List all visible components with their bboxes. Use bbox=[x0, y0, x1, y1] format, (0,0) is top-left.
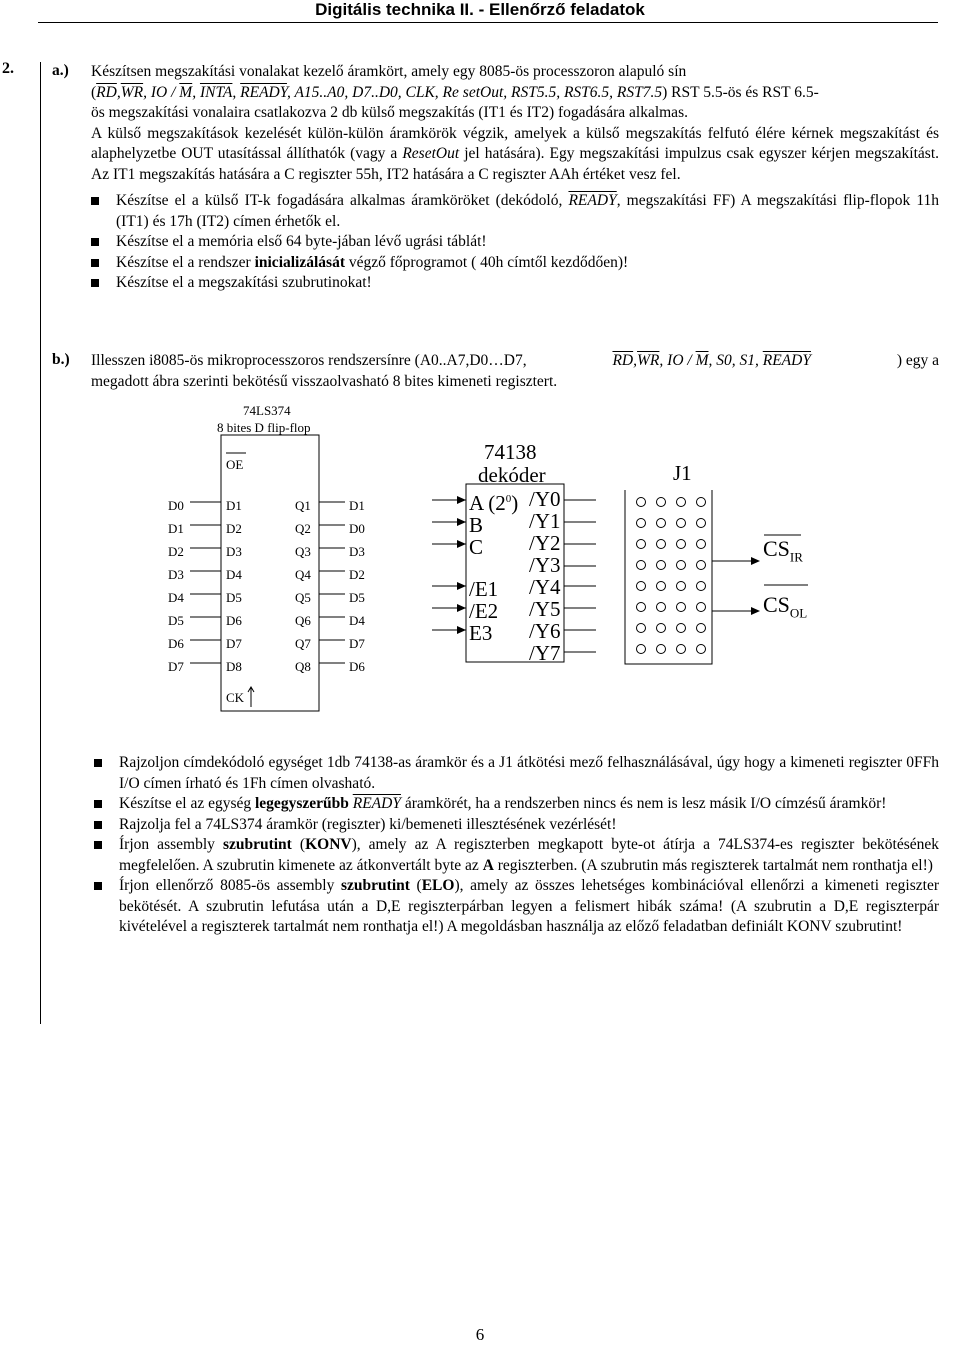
decoder-output: /Y6 bbox=[529, 619, 561, 643]
jumper-pin bbox=[696, 623, 706, 633]
jumper-pin bbox=[636, 560, 646, 570]
decoder-input bbox=[469, 558, 518, 578]
jumper-pin bbox=[636, 518, 646, 528]
jumper-pin bbox=[676, 539, 686, 549]
ff-d-pin: D2 bbox=[226, 521, 242, 536]
part-b-line1: Illesszen i8085-ös mikroprocesszoros rendszersínre (A0..A7,D0…D7, $\overline{RD},\overline{WR}$, IO / $\overline{M}$, S0, S1, READY ) egy a bbox=[91, 352, 939, 369]
jumper-pin bbox=[656, 623, 666, 633]
task-number: 2. bbox=[2, 60, 14, 77]
ff-right-label: D2 bbox=[349, 567, 365, 582]
part-b-tasks bbox=[94, 753, 939, 938]
jumper-pin bbox=[656, 560, 666, 570]
signal-ready: READY bbox=[240, 83, 287, 101]
decoder-inputs bbox=[469, 488, 518, 644]
jumper-pin bbox=[656, 581, 666, 591]
decoder-output: /Y5 bbox=[529, 597, 561, 621]
signal-io: IO bbox=[150, 83, 168, 101]
jumper-pin bbox=[636, 497, 646, 507]
ff-d-pins bbox=[226, 494, 242, 678]
part-b-line2: megadott ábra szerinti bekötésű visszaolvasható 8 bites kimeneti regisztert. bbox=[91, 372, 558, 390]
ff-chip-title: 74LS374 bbox=[243, 403, 291, 418]
signal-m: $\overline{M}$ bbox=[179, 83, 193, 101]
ff-left-label: D2 bbox=[168, 544, 184, 559]
ff-right-label: D1 bbox=[349, 498, 365, 513]
oe-pin: OE bbox=[226, 457, 244, 472]
list-item: Készítse el az egység legegyszerűbb READY áramkörét, ha a rendszerben nincs és nem is lesz másik I/O címzésű áramkör! bbox=[94, 794, 939, 815]
decoder-outputs bbox=[529, 488, 561, 664]
ff-left-label: D7 bbox=[168, 659, 184, 674]
decoder-input: /E2 bbox=[469, 599, 499, 623]
signal-wr: $\overline{WR}$ bbox=[120, 83, 144, 101]
jumper-pin bbox=[696, 560, 706, 570]
list-item: Készítse el a megszakítási szubrutinokat! bbox=[91, 273, 939, 294]
ff-d-pin: D6 bbox=[226, 613, 242, 628]
jumper-pin bbox=[696, 518, 706, 528]
ff-q-pin: Q4 bbox=[295, 567, 311, 582]
jumper-pin bbox=[636, 644, 646, 654]
ff-d-pin: D7 bbox=[226, 636, 242, 651]
list-item: Készítse el a külső IT-k fogadására alkalmas áramköröket (dekódoló, READY, megszakítási FF) A megszakítási flip-flopok 11h (IT1) és 17h (IT2) címen érhetők el. bbox=[91, 191, 939, 232]
jumper-pin bbox=[696, 539, 706, 549]
decoder-output: /Y0 bbox=[529, 487, 561, 511]
ff-left-labels bbox=[168, 494, 184, 678]
part-a-line2: ($\overline{RD},\overline{WR}$, IO / $\overline{M}$, INTA, READY, A15..A0, D7..D0, CLK, Re setOut, RST5.5, RST6.5, RST7.5) RST 5.5-ös és RST 6.5- bbox=[91, 83, 819, 101]
jumper-pin bbox=[676, 518, 686, 528]
decoder-output: /Y4 bbox=[529, 575, 561, 599]
jumper-pin bbox=[696, 602, 706, 612]
part-a-line2-tail: ) RST 5.5-ös és RST 6.5- bbox=[662, 83, 819, 101]
decoder-output: /Y1 bbox=[529, 509, 561, 533]
page-title: Digitális technika II. - Ellenőrző feladatok bbox=[315, 0, 645, 19]
part-a-bullets bbox=[91, 191, 939, 294]
ff-d-pin: D1 bbox=[226, 498, 242, 513]
ff-right-labels bbox=[349, 494, 365, 678]
ff-d-pin: D4 bbox=[226, 567, 242, 582]
ff-left-label: D0 bbox=[168, 498, 184, 513]
part-a-line3: ös megszakítási vonalaira csatlakozva 2 db külső megszakítás (IT1 és IT2) fogadására alkalmas. bbox=[91, 104, 688, 121]
jumper-pin bbox=[636, 623, 646, 633]
list-item: Írjon ellenőrző 8085-ös assembly szubrutint (ELO), amely az összes lehetséges kombinációval ellenőrzi a kimeneti regiszter bekötését. A szubrutin lefutása után a D,E regiszterpárban legyen a felismert hibák száma! (A szubrutin a D,E regiszterpár kivételével a regiszterek tartalmát nem ronthatja el!) A megoldásban használja az előző feladatban definiált KONV szubrutint! bbox=[94, 876, 939, 938]
cs-ir-label: $CS_{IR}$ bbox=[763, 536, 803, 565]
ff-right-label: D3 bbox=[349, 544, 365, 559]
j1-label: J1 bbox=[673, 461, 692, 485]
decoder-input: /E1 bbox=[469, 577, 499, 601]
ff-left-label: D3 bbox=[168, 567, 184, 582]
decoder-subtitle: dekóder bbox=[478, 463, 546, 487]
ff-q-pin: Q5 bbox=[295, 590, 311, 605]
ff-d-pin: D5 bbox=[226, 590, 242, 605]
jumper-pin bbox=[696, 581, 706, 591]
ck-pin: CK bbox=[226, 690, 245, 705]
page-number: 6 bbox=[475, 1325, 485, 1344]
list-item: Készítse el a rendszer inicializálását végző főprogramot ( 40h címtől kezdődően)! bbox=[91, 253, 939, 274]
signal-rest: A15..A0, D7..D0, CLK, Re setOut, RST5.5, RST6.5, RST7.5 bbox=[294, 83, 663, 101]
jumper-pin bbox=[676, 497, 686, 507]
ff-d-pin: D3 bbox=[226, 544, 242, 559]
ff-chip-subtitle: 8 bites D flip-flop bbox=[217, 420, 311, 435]
jumper-pin bbox=[676, 644, 686, 654]
decoder-output: /Y3 bbox=[529, 553, 561, 577]
ff-left-label: D4 bbox=[168, 590, 184, 605]
list-item: Rajzoljon címdekódoló egységet 1db 74138-as áramkör és a J1 átkötési mező felhasználásával, úgy hogy a kimeneti regiszter 0FFh I/O címen írható és 1Fh címen olvasható. bbox=[94, 753, 939, 794]
ready-signal: READY bbox=[352, 795, 401, 812]
ff-left-label: D6 bbox=[168, 636, 184, 651]
decoder-input: B bbox=[469, 513, 484, 537]
ff-q-pin: Q6 bbox=[295, 613, 311, 628]
ff-right-label: D5 bbox=[349, 590, 365, 605]
ff-right-label: D7 bbox=[349, 636, 365, 651]
ff-q-pins bbox=[295, 494, 311, 678]
cs-ol-label: $CS_{OL}$ bbox=[763, 592, 808, 621]
jumper-pin bbox=[656, 602, 666, 612]
jumper-pin bbox=[676, 602, 686, 612]
ff-q-pin: Q1 bbox=[295, 498, 311, 513]
decoder-title: 74138 bbox=[484, 440, 537, 464]
part-a-para2: A külső megszakítások kezelését külön-külön áramkörök végzik, amelyek a külső megszakítás felfutó élére kérnek megszakítást és alaphelyzetbe OUT utasítással állíthatók (vagy a ResetOut jel hatására). Egy megszakítási impulzus csak egyszer kérjen megszakítást. Az IT1 megszakítás hatására a C regiszter 55h, IT2 hatására a C regiszter AAh értéket vesz fel. bbox=[91, 124, 940, 183]
jumper-pin bbox=[676, 581, 686, 591]
reset-out-signal: ResetOut bbox=[402, 145, 460, 162]
ff-q-pin: Q8 bbox=[295, 659, 311, 674]
jumper-pin bbox=[656, 539, 666, 549]
jumper-pin bbox=[636, 581, 646, 591]
jumper-pin bbox=[696, 497, 706, 507]
ff-q-pin: Q2 bbox=[295, 521, 311, 536]
jumper-pin bbox=[676, 560, 686, 570]
ff-left-label: D1 bbox=[168, 521, 184, 536]
list-item: Készítse el a memória első 64 byte-jában lévő ugrási táblát! bbox=[91, 232, 939, 253]
jumper-pin bbox=[636, 602, 646, 612]
ff-q-pin: Q3 bbox=[295, 544, 311, 559]
jumper-pin bbox=[636, 539, 646, 549]
signal-rd: $\overline{RD}$ bbox=[96, 83, 117, 101]
ff-left-label: D5 bbox=[168, 613, 184, 628]
part-a-body bbox=[91, 62, 939, 294]
part-b-body bbox=[91, 351, 939, 392]
list-item: Írjon assembly szubrutint (KONV), amely az A regiszterben megkapott byte-ot átírja a 74LS374-es regiszter bekötésének megfelelően. A szubrutin kimenete az átkonvertált byte az A regiszterben. (A szubrutin más regiszterek tartalmát nem ronthatja el!) bbox=[94, 835, 939, 876]
ready-signal: READY bbox=[568, 192, 617, 209]
signal-inta: INTA bbox=[199, 83, 233, 101]
ff-q-pin: Q7 bbox=[295, 636, 311, 651]
jumper-pin bbox=[656, 644, 666, 654]
jumper-pin bbox=[656, 518, 666, 528]
jumper-pin bbox=[676, 623, 686, 633]
jumper-pin bbox=[656, 497, 666, 507]
ff-right-label: D4 bbox=[349, 613, 365, 628]
part-b-label: b.) bbox=[52, 351, 70, 368]
decoder-input-a: A $(2^0)$ bbox=[469, 491, 519, 515]
ff-right-label: D0 bbox=[349, 521, 365, 536]
ff-d-pin: D8 bbox=[226, 659, 242, 674]
title-rule bbox=[38, 22, 938, 23]
part-a-line1: Készítsen megszakítási vonalakat kezelő áramkört, amely egy 8085-ös processzoron alapuló sín bbox=[91, 63, 687, 80]
part-a-label: a.) bbox=[52, 62, 69, 79]
decoder-input: E3 bbox=[469, 621, 493, 645]
decoder-output: /Y7 bbox=[529, 641, 561, 665]
decoder-output: /Y2 bbox=[529, 531, 561, 555]
decoder-input: C bbox=[469, 535, 484, 559]
jumper-pin bbox=[696, 644, 706, 654]
list-item: Rajzolja fel a 74LS374 áramkör (regiszter) ki/bemeneti illesztésének vezérlését! bbox=[94, 815, 939, 836]
ff-right-label: D6 bbox=[349, 659, 365, 674]
